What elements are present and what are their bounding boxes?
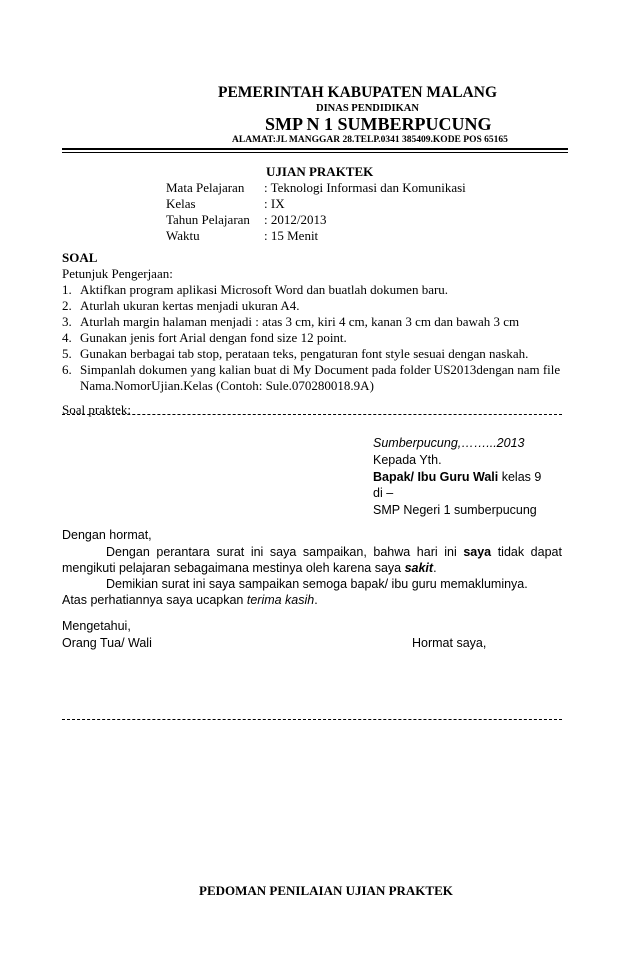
soal-item-text: Aturlah margin halaman menjadi : atas 3 cm, kiri 4 cm, kanan 3 cm dan bawah 3 cm xyxy=(80,314,520,329)
exam-title: UJIAN PRAKTEK xyxy=(266,164,374,179)
letter-p1-period: . xyxy=(433,561,437,575)
dashed-separator-bottom xyxy=(62,719,562,720)
letter-to-line3: di – xyxy=(373,486,394,500)
letter-paragraph-2: Demikian surat ini saya sampaikan semoga bapak/ ibu guru memakluminya. xyxy=(106,577,528,591)
header-address: ALAMAT:JL MANGGAR 28.TELP.0341 385409.KODE POS 65165 xyxy=(232,135,508,145)
soal-item-num: 5. xyxy=(62,346,72,361)
header-rule-thick xyxy=(62,148,568,150)
header-rule-thin xyxy=(62,152,568,153)
soal-item-num: 2. xyxy=(62,298,72,313)
soal-item-text: Aturlah ukuran kertas menjadi ukuran A4. xyxy=(80,298,300,313)
letter-know: Mengetahui, xyxy=(62,619,131,633)
exam-label-subject: Mata Pelajaran xyxy=(166,180,245,195)
soal-heading: SOAL xyxy=(62,250,98,265)
footer-title: PEDOMAN PENILAIAN UJIAN PRAKTEK xyxy=(199,883,453,898)
letter-p1-text: Dengan perantara surat ini saya sampaikan, bahwa hari ini xyxy=(106,545,457,559)
exam-value-time: : 15 Menit xyxy=(264,228,319,243)
letter-paragraph-1-line2 xyxy=(62,561,437,575)
soal-intro: Petunjuk Pengerjaan: xyxy=(62,266,173,281)
letter-p1-bold: saya xyxy=(463,545,492,559)
letter-to-line2 xyxy=(373,470,541,484)
letter-paragraph-3 xyxy=(62,593,318,607)
letter-to-line4: SMP Negeri 1 sumberpucung xyxy=(373,503,537,517)
header-department: DINAS PENDIDIKAN xyxy=(316,103,419,114)
letter-p1-text3: mengikuti pelajaran sebagaimana mestinya oleh karena saya xyxy=(62,561,402,575)
header-government: PEMERINTAH KABUPATEN MALANG xyxy=(218,84,497,101)
exam-label-class: Kelas xyxy=(166,196,196,211)
letter-to-class: kelas 9 xyxy=(498,470,542,484)
exam-value-year: : 2012/2013 xyxy=(264,212,327,227)
letter-p3-thanks: terima kasih xyxy=(246,593,315,607)
exam-label-year: Tahun Pelajaran xyxy=(166,212,250,227)
dashed-separator-top xyxy=(62,414,562,415)
soal-item-num: 4. xyxy=(62,330,72,345)
soal-item-text: Simpanlah dokumen yang kalian buat di My Document pada folder US2013dengan nam file xyxy=(80,362,561,377)
letter-p3-text: Atas perhatiannya saya ucapkan xyxy=(62,593,244,607)
letter-paragraph-1-line1 xyxy=(62,545,562,559)
soal-item-text: Gunakan berbagai tab stop, perataan teks, pengaturan font style sesuai dengan naskah. xyxy=(80,346,529,361)
exam-value-subject: : Teknologi Informasi dan Komunikasi xyxy=(264,180,466,195)
soal-item-num: 6. xyxy=(62,362,72,377)
soal-item-num: 3. xyxy=(62,314,72,329)
soal-item-num: 1. xyxy=(62,282,72,297)
soal-item-text: Gunakan jenis fort Arial dengan fond size 12 point. xyxy=(80,330,347,345)
letter-p1-reason: sakit xyxy=(404,561,434,575)
letter-parent: Orang Tua/ Wali xyxy=(62,636,152,650)
exam-label-time: Waktu xyxy=(166,228,200,243)
exam-value-class: : IX xyxy=(264,196,285,211)
soal-item-text: Aktifkan program aplikasi Microsoft Word dan buatlah dokumen baru. xyxy=(80,282,449,297)
soal-praktek-label: Soal praktek: xyxy=(62,402,131,417)
letter-place-date: Sumberpucung,……...2013 xyxy=(373,436,525,450)
letter-regards: Hormat saya, xyxy=(412,636,487,650)
header-school: SMP N 1 SUMBERPUCUNG xyxy=(265,114,492,134)
letter-to-recipient: Bapak/ Ibu Guru Wali xyxy=(373,470,499,484)
soal-item-text-cont: Nama.NomorUjian.Kelas (Contoh: Sule.070280018.9A) xyxy=(80,378,374,393)
letter-greeting: Dengan hormat, xyxy=(62,528,152,542)
letter-p3-period: . xyxy=(314,593,318,607)
letter-p1-text2: tidak dapat xyxy=(497,545,562,559)
letter-to-line1: Kepada Yth. xyxy=(373,453,442,467)
